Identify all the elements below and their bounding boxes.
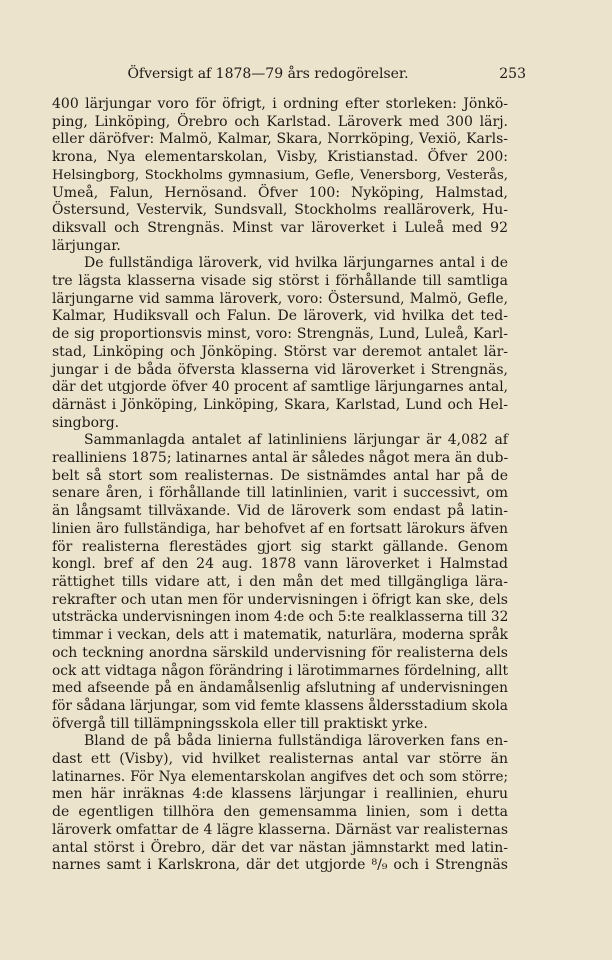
text-line: med afseende på en ändamålsenlig afslutning af undervisningen <box>52 680 508 697</box>
text-line: de sig proportionsvis minst, voro: Strengnäs, Lund, Luleå, Karl- <box>52 326 508 343</box>
text-line: Östersund, Vestervik, Sundsvall, Stockholms realläroverk, Hu- <box>52 202 508 219</box>
text-line: Umeå, Falun, Hernösand. Öfver 100: Nyköping, Halmstad, <box>52 184 508 201</box>
running-header <box>52 66 526 88</box>
text-line: lärjungarne vid samma läroverk, voro: Östersund, Malmö, Gefle, <box>52 290 508 307</box>
text-line: realliniens 1875; latinarnes antal är således något mera än dub- <box>52 450 509 467</box>
text-line: därnäst i Jönköping, Linköping, Skara, Karlstad, Lund och Hel- <box>52 396 508 413</box>
text-line: öfvergå till tillämpningsskola eller till praktiskt yrke. <box>52 715 428 732</box>
text-line: för realisterna flerestädes gjort sig starkt gällande. Genom <box>52 538 508 555</box>
text-line: de egentligen tillhöra den gemensamma linien, som i detta <box>52 804 508 821</box>
header-title: Öfversigt af 1878—79 års redogörelser. <box>127 66 409 82</box>
text-line: jungar i de båda öfversta klasserna vid läroverket i Strengnäs, <box>52 361 508 378</box>
text-line: senare åren, i förhållande till latinlinien, varit i successivt, om <box>52 485 508 502</box>
text-line: linien äro fullständiga, har behofvet af en fortsatt lärokurs äfven <box>52 520 508 537</box>
text-line: än långsamt tillväxande. Vid de läroverk som endast på latin- <box>52 503 508 520</box>
text-line: ock att vidtaga någon förändring i lärotimmarnes fördelning, allt <box>52 662 508 679</box>
text-line: dast ett (Visby), vid hvilket realisternas antal var större än <box>52 751 508 768</box>
text-line: Kalmar, Hudiksvall och Falun. De läroverk, vid hvilka det ted- <box>52 308 508 325</box>
text-line: men här inräknas 4:de klassens lärjungar i reallinien, ehuru <box>52 786 508 803</box>
text-line: Bland de på båda linierna fullständiga läroverken fans en- <box>84 733 508 750</box>
text-line: antal störst i Örebro, där det var nästan jämnstarkt med latin- <box>52 839 508 856</box>
text-line: belt så stort som realisternas. De sistnämdes antal har på de <box>52 467 508 484</box>
text-line: latinarnes. För Nya elementarskolan angifves det och som större; <box>52 768 508 785</box>
text-line: eller däröfver: Malmö, Kalmar, Skara, Norrköping, Vexiö, Karls- <box>52 131 508 148</box>
text-line: och teckning anordna särskild undervisning för realisterna dels <box>52 644 508 661</box>
body-text <box>52 96 508 875</box>
text-line: 400 lärjungar voro för öfrigt, i ordning efter storleken: Jönkö- <box>52 96 508 112</box>
text-line: för sådana lärjungar, som vid femte klassens åldersstadium skola <box>52 697 508 714</box>
text-line: lärjungar. <box>52 237 121 254</box>
text-line: krona, Nya elementarskolan, Visby, Kristianstad. Öfver 200: <box>52 149 508 166</box>
text-line: tre lägsta klasserna visade sig störst i förhållande till samtliga <box>52 273 508 290</box>
text-line: rekrafter och utan men för undervisningen i öfrigt kan ske, dels <box>52 591 508 608</box>
text-line: narnes samt i Karlskrona, där det utgjorde ⁸/₉ och i Strengnäs <box>52 857 508 874</box>
text-line: rättighet tills vidare att, i den mån det med tillgängliga lära- <box>52 573 508 590</box>
text-line: De fullständiga läroverk, vid hvilka lärjungarnes antal i de <box>84 255 508 272</box>
text-line: Helsingborg, Stockholms gymnasium, Gefle, Venersborg, Vesterås, <box>52 167 508 183</box>
text-line: stad, Linköping och Jönköping. Störst var deremot antalet lär- <box>52 343 508 360</box>
text-line: läroverk omfattar de 4 lägre klasserna. Därnäst var realisternas <box>52 821 508 838</box>
text-line: Sammanlagda antalet af latinliniens lärjungar är 4,082 af <box>84 432 508 449</box>
text-line: timmar i veckan, dels att i matematik, naturlära, moderna språk <box>52 627 508 644</box>
text-line: kongl. bref af den 24 aug. 1878 vann läroverket i Halmstad <box>52 556 508 573</box>
text-line: singborg. <box>52 414 120 431</box>
text-line: där det utgjorde öfver 40 procent af samtlige lärjungarnes antal, <box>52 379 508 396</box>
text-line: diksvall och Strengnäs. Minst var läroverket i Luleå med 92 <box>52 219 508 236</box>
page-number: 253 <box>499 66 526 82</box>
text-line: ping, Linköping, Örebro och Karlstad. Läroverk med 300 lärj. <box>52 113 508 130</box>
text-line: utsträcka undervisningen inom 4:de och 5:te realklasserna till 32 <box>52 609 509 626</box>
